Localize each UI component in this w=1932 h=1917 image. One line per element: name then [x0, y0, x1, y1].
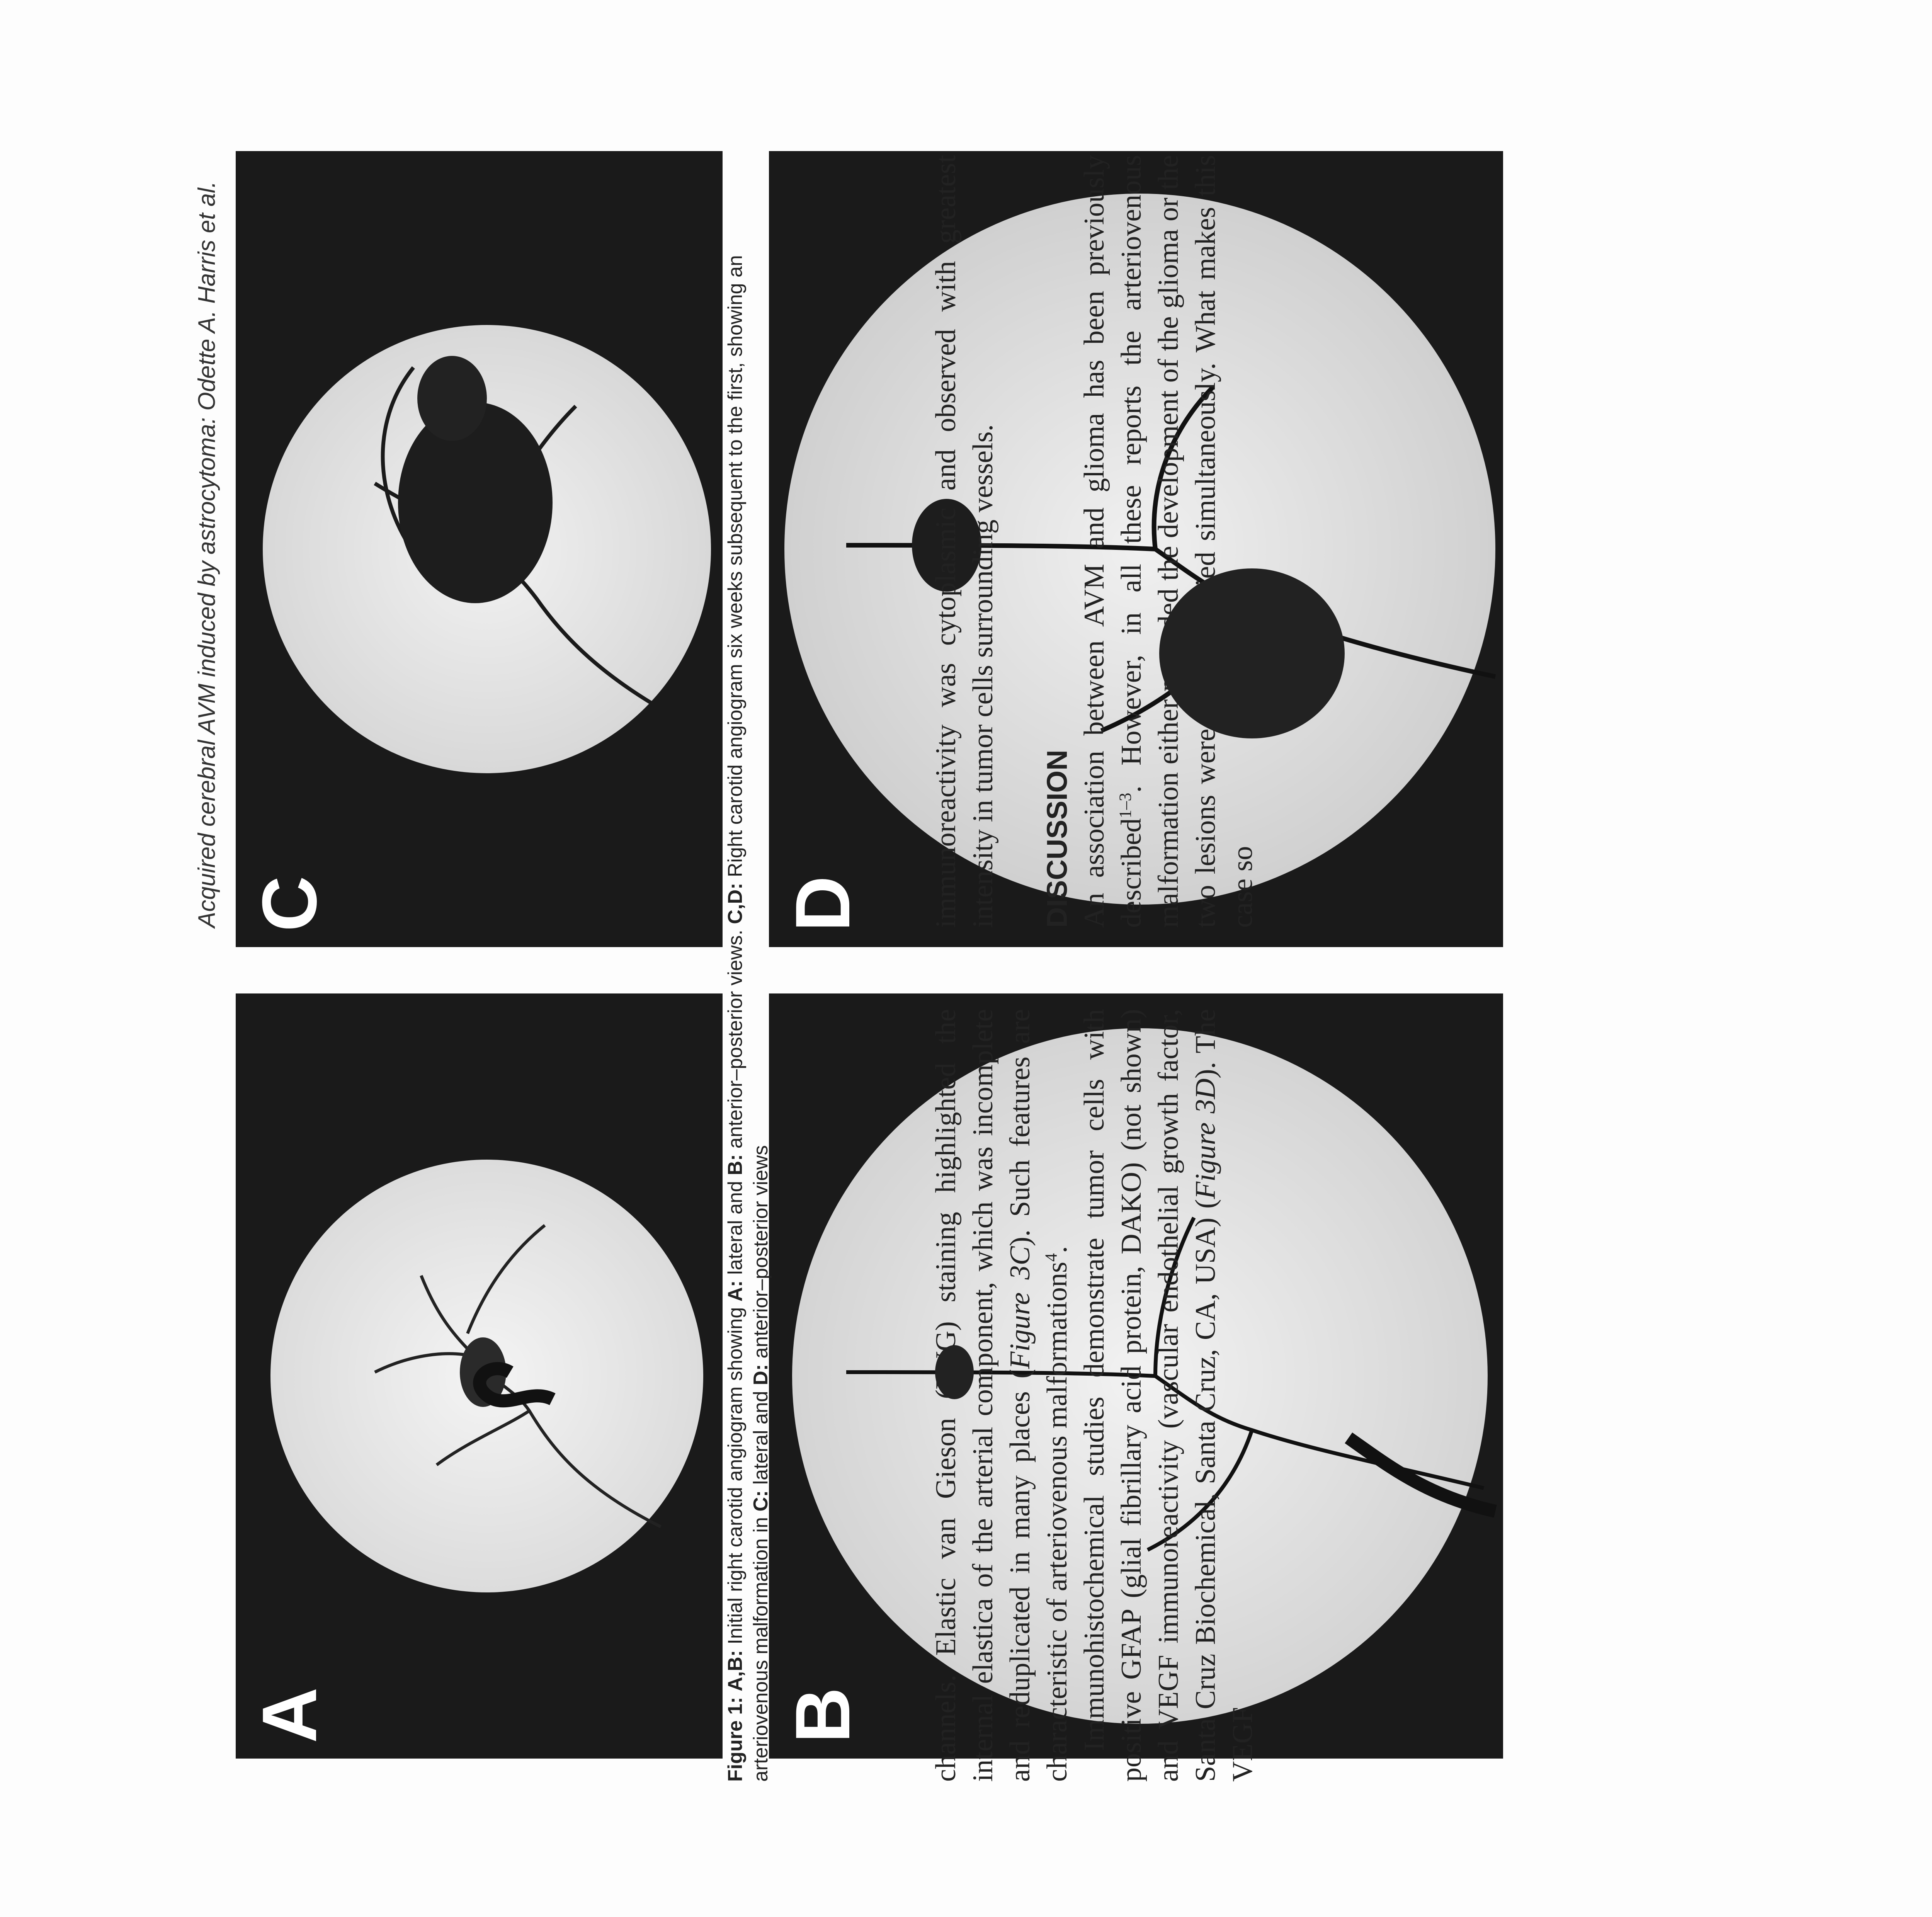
- left-paragraph-2: [1076, 1009, 1261, 1782]
- right-p2-citation: 1–3: [1116, 793, 1135, 818]
- caption-c-label: C:: [750, 1490, 772, 1512]
- left-p1-text-a: channels. Elastic van Gieson (EVG) staining highlighted the internal elastica of the arterial component, which was incomplete and reduplicated in many places (: [930, 1009, 1036, 1782]
- right-column: [927, 155, 1261, 928]
- left-p2-figure-ref: Figure 3D: [1190, 1078, 1221, 1199]
- caption-ab-text: Initial right carotid angiogram showing: [724, 1301, 747, 1650]
- running-header: Acquired cerebral AVM induced by astrocytoma: Odette A. Harris et al.: [194, 181, 220, 928]
- caption-fig-label: Figure 1:: [724, 1697, 747, 1782]
- left-p1-text-c: .: [1041, 1246, 1073, 1254]
- left-p1-citation: 4: [1041, 1253, 1061, 1262]
- left-paragraph-1: [927, 1009, 1076, 1782]
- angiogram-panel-c: [236, 151, 723, 947]
- caption-cd-label: C,D:: [724, 883, 747, 924]
- discussion-heading: DISCUSSION: [1041, 750, 1073, 928]
- angiogram-panel-a: [236, 993, 723, 1759]
- caption-a-label: A:: [724, 1280, 747, 1302]
- caption-b-text: anterior–posterior views.: [724, 924, 747, 1154]
- panel-label-d: D: [780, 876, 866, 932]
- left-p1-text-b: ). Such features are characteristic of arteriovenous malformations: [1004, 1009, 1073, 1782]
- caption-cd-text: Right carotid angiogram six weeks subsequent to the first, showing an arteriovenous malformation in: [724, 255, 772, 1782]
- right-p2-text-b: . However, in all these reports the arteriovenous malformation either preceded the development of the glioma or the two lesions were first identified simultaneously. What makes this case so: [1116, 155, 1259, 928]
- caption-d-label: D:: [750, 1364, 772, 1385]
- panel-label-b: B: [780, 1687, 866, 1743]
- panel-label-a: A: [247, 1687, 333, 1743]
- caption-ab-label: A,B:: [724, 1650, 747, 1691]
- panel-label-c: C: [247, 876, 333, 932]
- angiogram-c-image: [236, 151, 723, 947]
- right-paragraph-2: [1076, 155, 1261, 928]
- left-p2-text-b: ). The VEGF: [1190, 1009, 1259, 1782]
- right-paragraph-1: immunoreactivity was cytoplasmic and observed with greatest intensity in tumor cells surrounding vessels.: [930, 155, 999, 928]
- left-p1-figure-ref: Figure 3C: [1004, 1246, 1036, 1369]
- left-column: [927, 1009, 1261, 1782]
- right-p2-text-a: An association between AVM and glioma has been previously described: [1078, 155, 1147, 928]
- caption-d-text: anterior–posterior views: [750, 1145, 772, 1364]
- angiogram-a-image: [236, 993, 723, 1759]
- caption-c-text: lateral and: [750, 1385, 772, 1490]
- figure-caption: [723, 159, 774, 1782]
- caption-b-label: B:: [724, 1154, 747, 1175]
- left-p2-text-a: Immunohistochemical studies demonstrate tumor cells with positive GFAP (glial fibrillary acid protein, DAKO) (not shown) and VEGF immunoreactivity (vascular endothelial growth factor, Santa Cruz Biochemical, Santa Cruz, CA, USA) (: [1078, 1009, 1221, 1782]
- caption-a-text: lateral and: [724, 1175, 747, 1281]
